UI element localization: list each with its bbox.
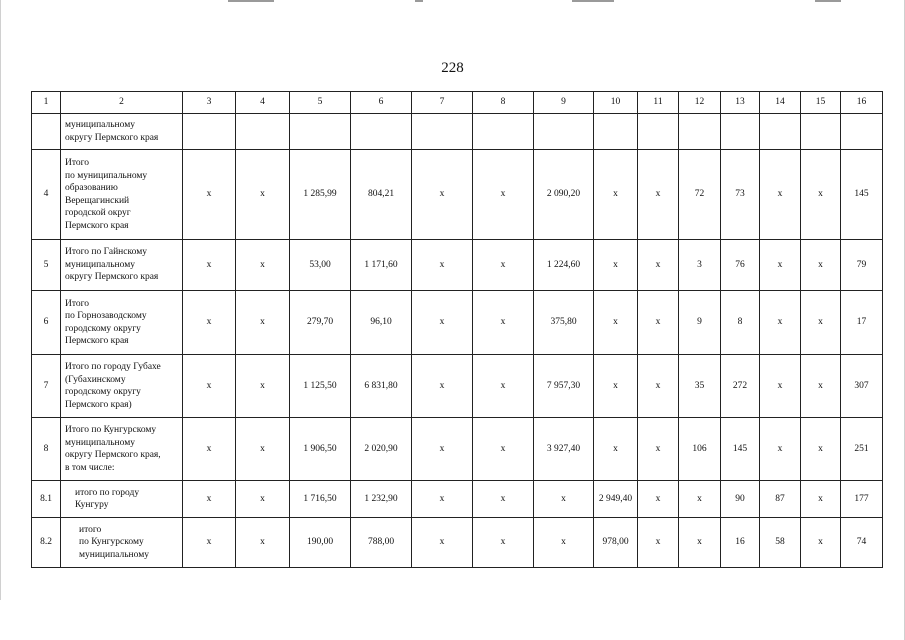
name-line: муниципальному — [65, 120, 135, 130]
value-cell: 2 090,20 — [534, 150, 594, 240]
value-cell: 1 716,50 — [290, 481, 351, 518]
row-number-cell: 6 — [32, 291, 61, 355]
top-rule-1 — [228, 0, 274, 2]
name-line: Пермского края) — [65, 399, 132, 410]
value-cell — [236, 114, 290, 150]
value-cell: 74 — [841, 518, 883, 568]
value-cell: х — [594, 240, 638, 291]
value-cell: 7 957,30 — [534, 355, 594, 418]
name-line: Кунгуру — [75, 500, 109, 510]
value-cell: х — [534, 481, 594, 518]
value-cell: х — [183, 150, 236, 240]
value-cell: 73 — [721, 150, 760, 240]
value-cell: 35 — [679, 355, 721, 418]
value-cell: х — [412, 518, 473, 568]
value-cell: 145 — [721, 418, 760, 481]
value-cell: х — [760, 291, 801, 355]
value-cell: х — [236, 518, 290, 568]
name-line: муниципальному — [79, 549, 149, 560]
value-cell: 96,10 — [351, 291, 412, 355]
value-cell: х — [412, 418, 473, 481]
column-header: 14 — [760, 92, 801, 114]
value-cell: 177 — [841, 481, 883, 518]
value-cell: 2 949,40 — [594, 481, 638, 518]
value-cell: 53,00 — [290, 240, 351, 291]
value-cell: 79 — [841, 240, 883, 291]
name-line: Итого — [65, 298, 90, 309]
value-cell: х — [236, 418, 290, 481]
municipality-name-cell — [61, 240, 183, 291]
name-line: округу Пермского края, — [65, 450, 161, 460]
value-cell: х — [183, 355, 236, 418]
value-cell: х — [638, 150, 679, 240]
municipality-name-cell — [61, 355, 183, 418]
left-page-edge — [0, 0, 1, 600]
value-cell: х — [638, 481, 679, 518]
table-row — [32, 355, 883, 418]
value-cell: х — [412, 355, 473, 418]
value-cell: х — [473, 355, 534, 418]
row-number-cell — [32, 114, 61, 150]
top-rule-2 — [415, 0, 423, 2]
top-rule-3 — [572, 0, 614, 2]
column-header: 13 — [721, 92, 760, 114]
value-cell: х — [412, 240, 473, 291]
column-header: 5 — [290, 92, 351, 114]
value-cell — [351, 114, 412, 150]
column-header: 12 — [679, 92, 721, 114]
value-cell — [290, 114, 351, 150]
value-cell: 375,80 — [534, 291, 594, 355]
value-cell: 6 831,80 — [351, 355, 412, 418]
value-cell: х — [594, 418, 638, 481]
value-cell: х — [473, 291, 534, 355]
value-cell: 190,00 — [290, 518, 351, 568]
value-cell — [760, 114, 801, 150]
name-line: муниципальному — [65, 259, 135, 270]
value-cell: х — [412, 291, 473, 355]
name-line: итого по городу — [75, 487, 140, 498]
table-row — [32, 481, 883, 518]
value-cell: 251 — [841, 418, 883, 481]
name-line: Итого по Кунгурскому — [65, 425, 157, 435]
municipality-name-cell — [61, 481, 183, 518]
value-cell: х — [801, 481, 841, 518]
value-cell: х — [679, 481, 721, 518]
value-cell: х — [594, 355, 638, 418]
row-number-cell: 4 — [32, 150, 61, 240]
table-row — [32, 518, 883, 568]
value-cell: 788,00 — [351, 518, 412, 568]
value-cell: 145 — [841, 150, 883, 240]
name-line: Верещагинский — [65, 195, 130, 206]
value-cell — [534, 114, 594, 150]
table-row — [32, 291, 883, 355]
value-cell: 1 232,90 — [351, 481, 412, 518]
value-cell: х — [473, 481, 534, 518]
name-line: по муниципальному — [65, 170, 148, 181]
value-cell: 17 — [841, 291, 883, 355]
value-cell: х — [638, 291, 679, 355]
name-line: Итого по Гайнскому — [65, 247, 147, 258]
value-cell: х — [183, 481, 236, 518]
value-cell: х — [236, 481, 290, 518]
value-cell: х — [236, 291, 290, 355]
municipality-name-cell — [61, 418, 183, 481]
value-cell — [594, 114, 638, 150]
value-cell: 978,00 — [594, 518, 638, 568]
name-line: по Кунгурскому — [79, 537, 144, 548]
name-line: образованию — [65, 183, 118, 193]
column-header: 8 — [473, 92, 534, 114]
name-line: округу Пермского края — [65, 132, 159, 143]
table-body — [32, 92, 883, 568]
value-cell — [801, 114, 841, 150]
table-row — [32, 418, 883, 481]
value-cell: х — [473, 240, 534, 291]
value-cell: х — [183, 418, 236, 481]
value-cell — [412, 114, 473, 150]
column-header: 9 — [534, 92, 594, 114]
table-header-row — [32, 92, 883, 114]
value-cell: 804,21 — [351, 150, 412, 240]
value-cell: х — [801, 150, 841, 240]
value-cell — [679, 114, 721, 150]
value-cell — [721, 114, 760, 150]
name-line: в том числе: — [65, 462, 115, 473]
value-cell: 3 — [679, 240, 721, 291]
value-cell: х — [412, 481, 473, 518]
value-cell: х — [638, 355, 679, 418]
name-line: муниципальному — [65, 437, 135, 448]
column-header: 6 — [351, 92, 412, 114]
row-number-cell: 8.2 — [32, 518, 61, 568]
top-rule-4 — [815, 0, 841, 2]
column-header: 11 — [638, 92, 679, 114]
column-header: 4 — [236, 92, 290, 114]
name-line: (Губахинскому — [65, 374, 126, 385]
value-cell: х — [183, 518, 236, 568]
row-number-cell: 8.1 — [32, 481, 61, 518]
value-cell: 8 — [721, 291, 760, 355]
value-cell: 3 927,40 — [534, 418, 594, 481]
value-cell: х — [760, 355, 801, 418]
value-cell: х — [801, 240, 841, 291]
table-row — [32, 150, 883, 240]
value-cell: х — [236, 240, 290, 291]
value-cell — [841, 114, 883, 150]
name-line: Пермского края — [65, 220, 129, 231]
column-header: 7 — [412, 92, 473, 114]
municipality-name-cell — [61, 114, 183, 150]
column-header: 16 — [841, 92, 883, 114]
value-cell: х — [183, 240, 236, 291]
value-cell — [183, 114, 236, 150]
value-cell: х — [594, 291, 638, 355]
name-line: по Горнозаводскому — [65, 311, 147, 321]
name-line: Пермского края — [65, 336, 129, 346]
value-cell: х — [473, 418, 534, 481]
value-cell: 1 125,50 — [290, 355, 351, 418]
value-cell: х — [473, 150, 534, 240]
value-cell: 1 906,50 — [290, 418, 351, 481]
value-cell: х — [236, 355, 290, 418]
value-cell: 16 — [721, 518, 760, 568]
row-number-cell: 7 — [32, 355, 61, 418]
value-cell: 9 — [679, 291, 721, 355]
value-cell — [473, 114, 534, 150]
value-cell: х — [594, 150, 638, 240]
value-cell: 76 — [721, 240, 760, 291]
row-number-cell: 8 — [32, 418, 61, 481]
column-header: 2 — [61, 92, 183, 114]
value-cell: х — [760, 150, 801, 240]
name-line: Итого по городу Губахе — [65, 362, 161, 372]
name-line: городской округ — [65, 208, 131, 218]
value-cell: х — [679, 518, 721, 568]
value-cell: х — [801, 518, 841, 568]
name-line: городскому округу — [65, 387, 141, 397]
value-cell: 87 — [760, 481, 801, 518]
value-cell: х — [638, 418, 679, 481]
value-cell: 1 171,60 — [351, 240, 412, 291]
name-line: округу Пермского края — [65, 272, 159, 283]
value-cell: х — [236, 150, 290, 240]
table-row — [32, 114, 883, 150]
name-line: итого — [79, 524, 102, 535]
column-header: 1 — [32, 92, 61, 114]
value-cell: х — [801, 355, 841, 418]
value-cell: 1 285,99 — [290, 150, 351, 240]
value-cell: 90 — [721, 481, 760, 518]
value-cell: х — [760, 240, 801, 291]
value-cell: х — [412, 150, 473, 240]
name-line: Итого — [65, 158, 90, 168]
value-cell: х — [473, 518, 534, 568]
row-number-cell: 5 — [32, 240, 61, 291]
value-cell — [638, 114, 679, 150]
column-header: 15 — [801, 92, 841, 114]
page-number: 228 — [441, 60, 464, 76]
municipality-name-cell — [61, 518, 183, 568]
value-cell: 72 — [679, 150, 721, 240]
value-cell: 1 224,60 — [534, 240, 594, 291]
name-line: городскому округу — [65, 323, 141, 334]
value-cell: х — [638, 518, 679, 568]
value-cell: х — [638, 240, 679, 291]
data-table — [31, 91, 883, 568]
column-header: 10 — [594, 92, 638, 114]
value-cell: 106 — [679, 418, 721, 481]
table-row — [32, 240, 883, 291]
column-header: 3 — [183, 92, 236, 114]
municipality-name-cell — [61, 150, 183, 240]
value-cell: 58 — [760, 518, 801, 568]
value-cell: х — [801, 418, 841, 481]
value-cell: х — [760, 418, 801, 481]
value-cell: х — [801, 291, 841, 355]
value-cell: 279,70 — [290, 291, 351, 355]
value-cell: 2 020,90 — [351, 418, 412, 481]
municipality-name-cell — [61, 291, 183, 355]
value-cell: 272 — [721, 355, 760, 418]
value-cell: х — [534, 518, 594, 568]
value-cell: х — [183, 291, 236, 355]
value-cell: 307 — [841, 355, 883, 418]
